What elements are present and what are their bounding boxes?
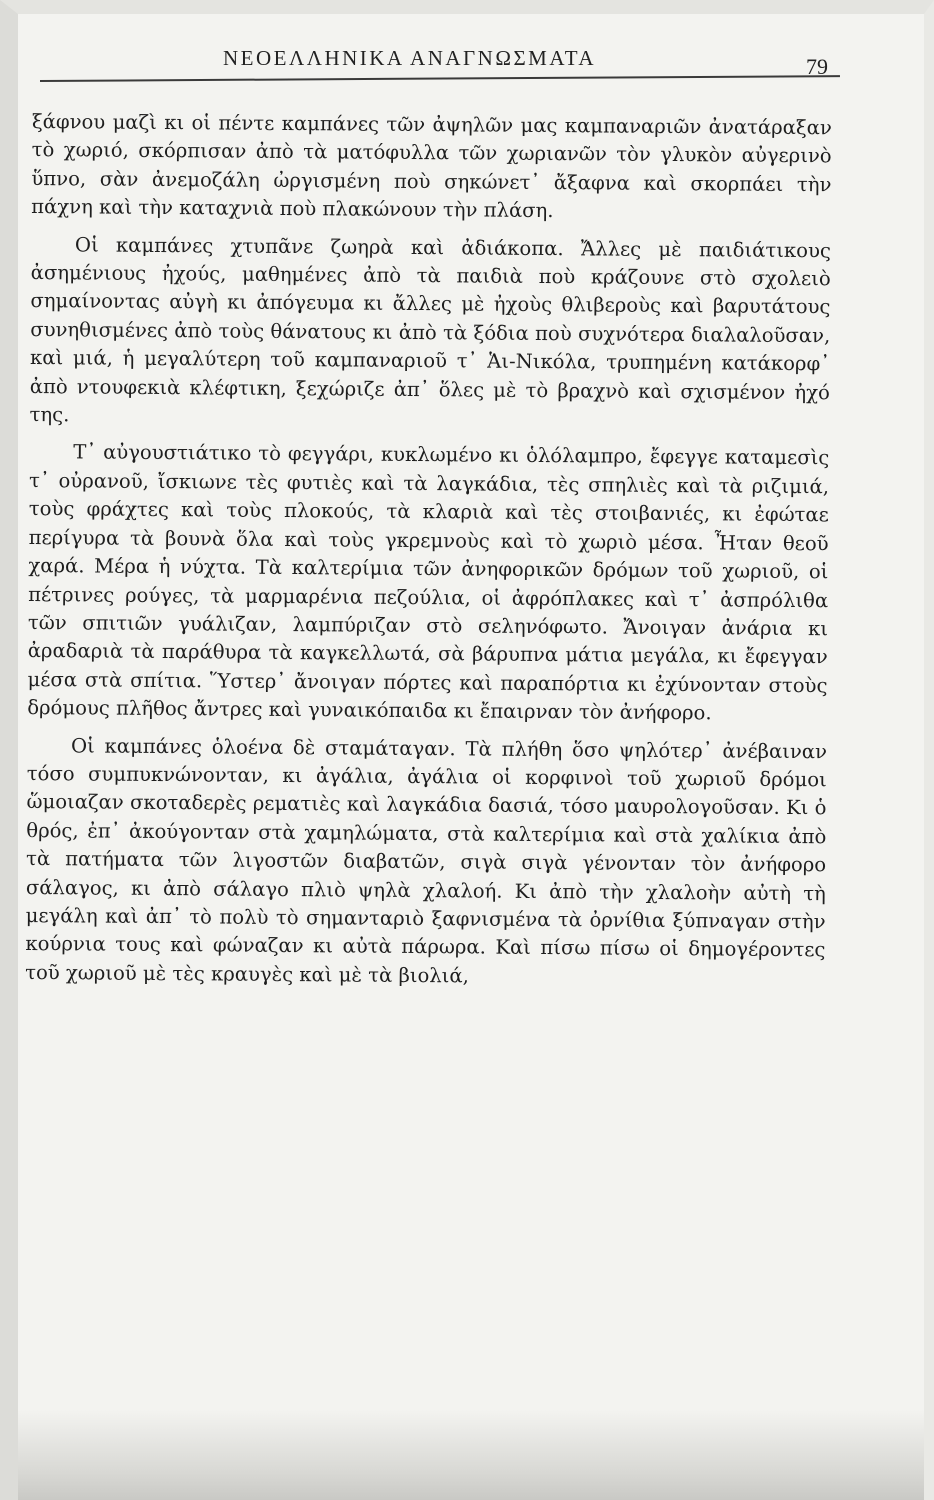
paragraph: Τ᾽ αὐγουστιάτικο τὸ φεγγάρι, κυκλωμένο κι ὁλόλαμπρο, ἔφεγγε καταμεσὶς τ᾽ οὐρανοῦ, ἴσκιωνε τὲς φυτιὲς καὶ τὰ λαγκάδια, τὲς σπηλιὲς καὶ τὰ ριζιμιά, τοὺς φράχτες καὶ τοὺς πλοκούς, τὰ κλαριὰ καὶ τὲς στοιβανιές, κι ἐφώταε περίγυρα τὰ βουνὰ ὅλα καὶ τοὺς γκρεμνοὺς καὶ τὸ χωριὸ μέσα. Ἦταν θεοῦ χαρά. Μέρα ἡ νύχτα. Τὰ καλτερίμια τῶν ἀνηφορικῶν δρόμων τοῦ χωριοῦ, οἱ πέτρινες ρούγες, τὰ μαρμαρένια πεζούλια, οἱ ἀφρόπλακες καὶ τ᾽ ἀσπρόλιθα τῶν σπιτιῶν γυάλιζαν, λαμπύριζαν στὸ σεληνόφωτο. Ἄνοιγαν ἀνάρια κι ἀραδαριὰ τὰ παράθυρα τὰ καγκελλωτά, σὰ βάρυπνα μάτια μεγάλα, κι ἔφεγγαν μέσα στὰ σπίτια. Ὕστερ᾽ ἄνοιγαν πόρτες καὶ παραπόρτια κι ἐχύνονταν στοὺς δρόμους πλῆθος ἄντρες καὶ γυναικόπαιδα κι ἔπαιρναν τὸν ἀνήφορο. — [27, 440, 830, 725]
running-head-title: ΝΕΟΕΛΛΗΝΙΚΑ ΑΝΑΓΝΩΣΜΑΤΑ — [223, 46, 597, 70]
body-text — [25, 108, 832, 993]
paragraph: Οἱ καμπάνες ὁλοένα δὲ σταμάταγαν. Τὰ πλήθη ὅσο ψηλότερ᾽ ἀνέβαιναν τόσο συμπυκνώνονταν, κι ἀγάλια, ἀγάλια οἱ κορφινοὶ τοῦ χωριοῦ δρόμοι ὥμοιαζαν σκοταδερὲς ρεματιὲς καὶ λαγκάδια δασιά, τόσο μαυρολογοῦσαν. Κι ὁ θρός, ἐπ᾽ ἀκούγονταν στὰ χαμηλώματα, στὰ καλτερίμια καὶ στὰ χαλίκια ἀπὸ τὰ πατήματα τῶν λιγοστῶν διαβατῶν, σιγὰ σιγὰ γένονταν τὸν ἀνήφορο σάλαγος, κι ἀπὸ σάλαγο πλιὸ ψηλὰ χλαλοή. Κι ἀπὸ τὴν χλαλοὴν αὐτὴ τὴ μεγάλη καὶ ἀπ᾽ τὸ πολὺ τὸ σημανταριὸ ξαφνισμένα τὰ ὀρνίθια ξύπναγαν στὴν κούρνια τους καὶ φώναζαν κι αὐτὰ πάρωρα. Καὶ πίσω πίσω οἱ δημογέροντες τοῦ χωριοῦ μὲ τὲς κραυγὲς καὶ μὲ τὰ βιολιά, — [25, 733, 828, 988]
header-rule — [40, 75, 840, 82]
page-bottom-margin — [18, 1410, 924, 1500]
paragraph: Οἱ καμπάνες χτυπᾶνε ζωηρὰ καὶ ἀδιάκοπα. Ἄλλες μὲ παιδιάτικους ἀσημένιους ἠχούς, μαθημένες ἀπὸ τὰ παιδιὰ ποὺ κράζουνε στὸ σχολειὸ σημαίνοντας αὐγὴ κι ἀπόγευμα κι ἄλλες μὲ ἠχοὺς θλιβεροὺς καὶ βαρυτάτους συνηθισμένες ἀπὸ τοὺς θάνατους κι ἀπὸ τὰ ξόδια ποὺ συχνότερα διαλαλοῦσαν, καὶ μιά, ἡ μεγαλύτερη τοῦ καμπαναριοῦ τ᾽ Ἁι-Νικόλα, τρυπημένη κατάκορφ᾽ ἀπὸ ντουφεκιὰ κλέφτικη, ξεχώριζε ἀπ᾽ ὅλες μὲ τὸ βραχνὸ καὶ σχισμένον ἠχό της. — [29, 232, 831, 427]
page-number: 79 — [806, 54, 828, 79]
paragraph: ξάφνου μαζὶ κι οἱ πέντε καμπάνες τῶν ἀψηλῶν μας καμπαναριῶν ἀνατάραξαν τὸ χωριό, σκόρπισαν ἀπὸ τὰ ματόφυλλα τῶν χωριανῶν τὸν γλυκὸν αὐγερινὸ ὕπνο, σὰν ἀνεμοζάλη ὠργισμένη ποὺ σηκώνετ᾽ ἄξαφνα καὶ σκορπάει τὴν πάχνη καὶ τὴν καταχνιὰ ποὺ πλακώνουν τὴν πλάση. — [31, 109, 832, 223]
